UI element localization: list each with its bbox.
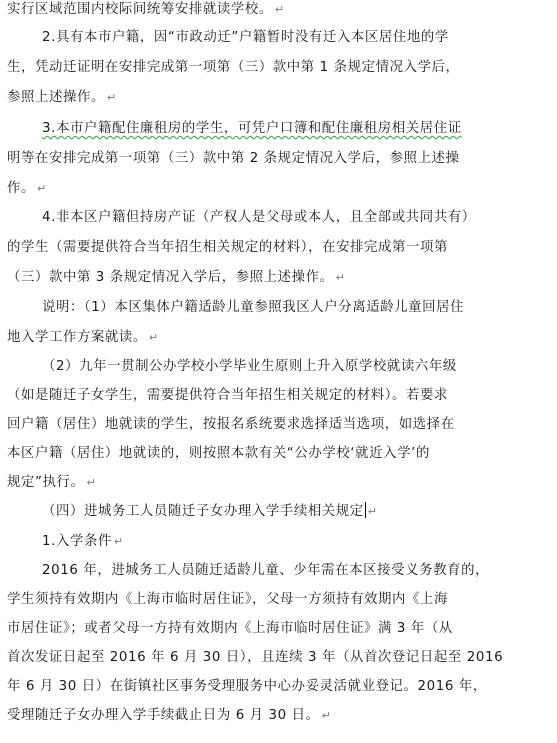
text-line: 3.本市户籍配住廉租房的学生，可凭户口簿和配住廉租房相关居住证 xyxy=(42,121,462,136)
paragraph-mark: ↵ xyxy=(321,709,332,722)
text-line: 市居住证》；或者父母一方持有效期内《上海市临时居住证》满 3 年（从 xyxy=(7,621,453,636)
text-line: （如是随迁子女学生，需要提供符合当年招生相关规定的材料）。若要求 xyxy=(7,388,448,403)
text-line: 生，凭动迁证明在安排完成第一项第（三）款中第 1 条规定情况入学后， xyxy=(7,60,460,75)
paragraph-mark: ↵ xyxy=(36,182,47,195)
text-line: 2016 年，进城务工人员随迁适龄儿童、少年需在本区接受义务教育的， xyxy=(42,563,490,578)
text-line: 地入学工作方案就读。 ↵ xyxy=(7,330,159,345)
paragraph-mark: ↵ xyxy=(86,476,97,489)
subheading: 1.入学条件 ↵ xyxy=(42,534,124,549)
text-line: 明等在安排完成第一项第（三）款中第 2 条规定情况入学后，参照上述操 xyxy=(7,151,460,166)
text-cursor xyxy=(365,502,366,518)
text-line: 年 6 月 30 日）在街镇社区事务受理服务中心办妥灵活就业登记。2016 年， xyxy=(7,679,487,694)
paragraph-mark: ↵ xyxy=(274,3,285,16)
text-line: 学生须持有效期内《上海市临时居住证》，父母一方须持有效期内《上海 xyxy=(7,592,448,607)
paragraph-mark: ↵ xyxy=(113,535,124,548)
text-line: 4.非本区户籍但持房产证（产权人是父母或本人，且全部或共同共有） xyxy=(42,210,476,225)
paragraph-mark: ↵ xyxy=(106,91,117,104)
paragraph-mark: ↵ xyxy=(335,271,346,284)
paragraph-mark: ↵ xyxy=(367,505,378,518)
text-line: （三）款中第 3 条规定情况入学后，参照上述操作。 ↵ xyxy=(7,270,346,285)
text-line: 参照上述操作。 ↵ xyxy=(7,90,117,105)
text-line: 2.具有本市户籍，因“市政动迁”户籍暂时没有迁入本区居住地的学 xyxy=(42,30,449,45)
text-line: 回户籍（居住）地就读的学生，按报名系统要求选择适当选项，如选择在 xyxy=(7,417,455,432)
text-line: 的学生（需要提供符合当年招生相关规定的材料），在安排完成第一项第 xyxy=(7,240,448,255)
text-line: 受理随迁子女办理入学手续截止日为 6 月 30 日。 ↵ xyxy=(7,708,332,723)
text-line: 说明：（1）本区集体户籍适龄儿童参照我区人户分离适龄儿童回居住 xyxy=(42,300,465,315)
text-line: （2）九年一贯制公办学校小学毕业生原则上升入原学校就读六年级 xyxy=(42,359,457,374)
text-line: 作。 ↵ xyxy=(7,181,47,196)
text-line: 实行区域范围内校际间统筹安排就读学校。 ↵ xyxy=(7,2,285,17)
section-heading: （四）进城务工人员随迁子女办理入学手续相关规定 ↵ xyxy=(42,504,378,519)
text-line: 规定”执行。 ↵ xyxy=(7,475,97,490)
text-line: 本区户籍（居住）地就读的，则按照本款有关“公办学校‘就近入学’的 xyxy=(7,446,430,461)
text-line: 首次发证日起至 2016 年 6 月 30 日），且连续 3 年（从首次登记日起至 2016 xyxy=(7,650,504,665)
paragraph-mark: ↵ xyxy=(148,331,159,344)
